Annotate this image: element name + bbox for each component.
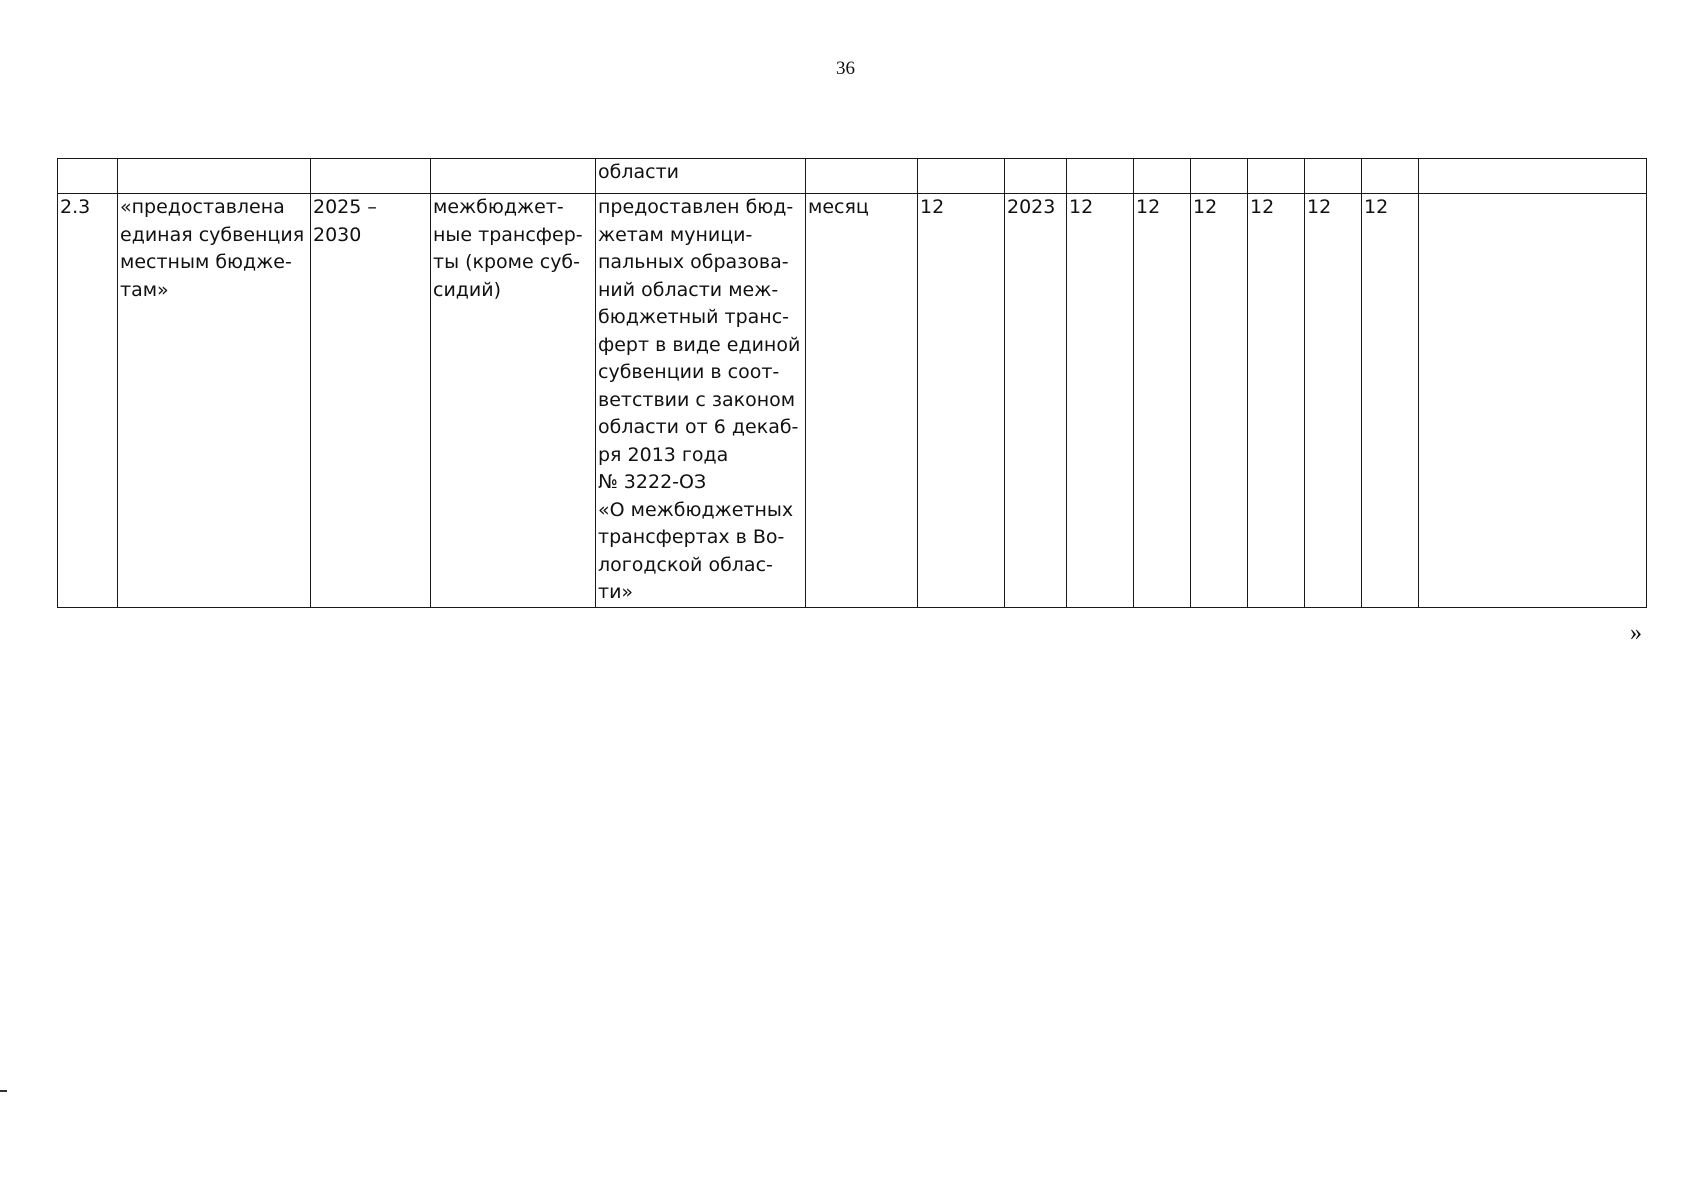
table-cell xyxy=(1419,159,1647,194)
base-year-cell: 2023 xyxy=(1005,194,1067,608)
table-cell xyxy=(1362,159,1419,194)
closing-quote: » xyxy=(1630,620,1642,646)
table-cell: области xyxy=(596,159,806,194)
unit-cell: месяц xyxy=(806,194,918,608)
year-value-cell: 12 xyxy=(1305,194,1362,608)
table-cell xyxy=(1248,159,1305,194)
table-cell xyxy=(806,159,918,194)
table-cell xyxy=(1067,159,1134,194)
description-cell: предоставлен бюд- жетам муници- пальных образова- ний области меж- бюджетный транс- ферт в виде единой субвенции в соот- ветствии с законом области от 6 декаб- ря 2013 года № 3222-ОЗ «О межбюджетных трансфертах в Во- логодской облас- ти» xyxy=(596,194,806,608)
year-value-cell: 12 xyxy=(1362,194,1419,608)
year-value-cell: 12 xyxy=(1191,194,1248,608)
table-cell xyxy=(1419,194,1647,608)
indicator-table xyxy=(57,158,1647,608)
page-number: 36 xyxy=(836,58,855,79)
period-cell: 2025 – 2030 xyxy=(311,194,431,608)
year-value-cell: 12 xyxy=(1248,194,1305,608)
table-cell xyxy=(1191,159,1248,194)
table-cell xyxy=(431,159,596,194)
margin-mark xyxy=(0,1090,7,1092)
base-value-cell: 12 xyxy=(918,194,1005,608)
measure-name-cell: «предоставлена единая субвенция местным бюдже- там» xyxy=(118,194,311,608)
type-cell: межбюджет- ные трансфер- ты (кроме суб- сидий) xyxy=(431,194,596,608)
table-cell xyxy=(1005,159,1067,194)
table-cell xyxy=(1305,159,1362,194)
table-row xyxy=(58,194,1647,608)
table-cell xyxy=(58,159,118,194)
table-cell xyxy=(1134,159,1191,194)
table-cell xyxy=(918,159,1005,194)
table-cell xyxy=(311,159,431,194)
table-row xyxy=(58,159,1647,194)
year-value-cell: 12 xyxy=(1067,194,1134,608)
table-cell xyxy=(118,159,311,194)
row-number-cell: 2.3 xyxy=(58,194,118,608)
year-value-cell: 12 xyxy=(1134,194,1191,608)
